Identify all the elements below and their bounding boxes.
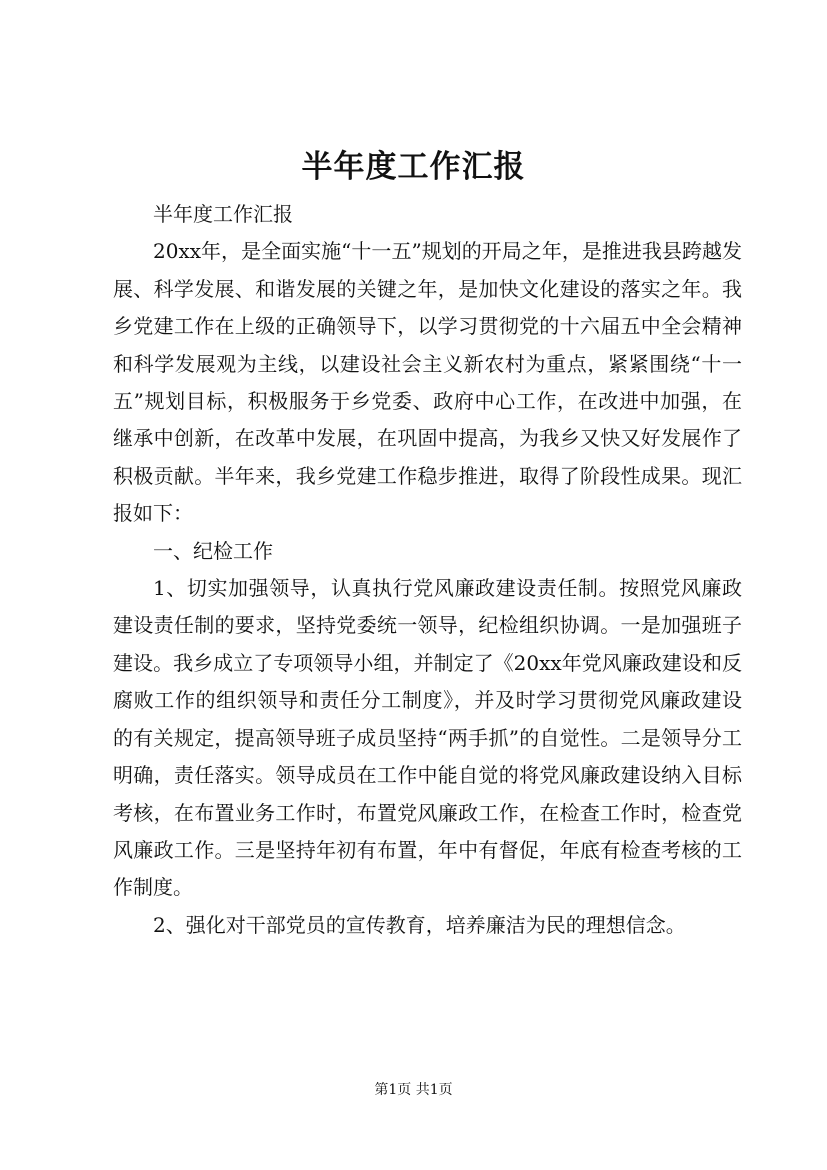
paragraph-item-2: 2、强化对干部党员的宣传教育，培养廉洁为民的理想信念。 bbox=[153, 912, 686, 937]
paragraph-intro: 20xx年，是全面实施“十一五”规划的开局之年，是推进我县跨越发展、科学发展、和谐发展的关键之年，是加快文化建设的落实之年。我乡党建工作在上级的正确领导下，以学习贯彻党的十六届五中全会精神和科学发展观为主线，以建设社会主义新农村为重点，紧紧围绕“十一五”规划目标，积极服务于乡党委、政府中心工作，在改进中加强，在继承中创新，在改革中发展，在巩固中提高，为我乡又快又好发展作了积极贡献。半年来，我乡党建工作稳步推进，取得了阶段性成果。现汇报如下： bbox=[113, 239, 742, 526]
paragraph-subtitle: 半年度工作汇报 bbox=[153, 202, 293, 226]
paragraph-item-1: 1、切实加强领导，认真执行党风廉政建设责任制。按照党风廉政建设责任制的要求，坚持党委统一领导，纪检组织协调。一是加强班子建设。我乡成立了专项领导小组，并制定了《20xx年党风廉政建设和反腐败工作的组织领导和责任分工制度》，并及时学习贯彻党风廉政建设的有关规定，提高领导班子成员坚持“两手抓”的自觉性。二是领导分工明确，责任落实。领导成员在工作中能自觉的将党风廉政建设纳入目标考核，在布置业务工作时，布置党风廉政工作，在检查工作时，检查党风廉政工作。三是坚持年初有布置，年中有督促，年底有检查考核的工作制度。 bbox=[113, 576, 742, 900]
document-title: 半年度工作汇报 bbox=[301, 149, 526, 185]
document-body bbox=[113, 196, 742, 944]
page-footer: 第1页 共1页 bbox=[374, 1082, 453, 1098]
section-heading-discipline: 一、纪检工作 bbox=[153, 538, 273, 563]
